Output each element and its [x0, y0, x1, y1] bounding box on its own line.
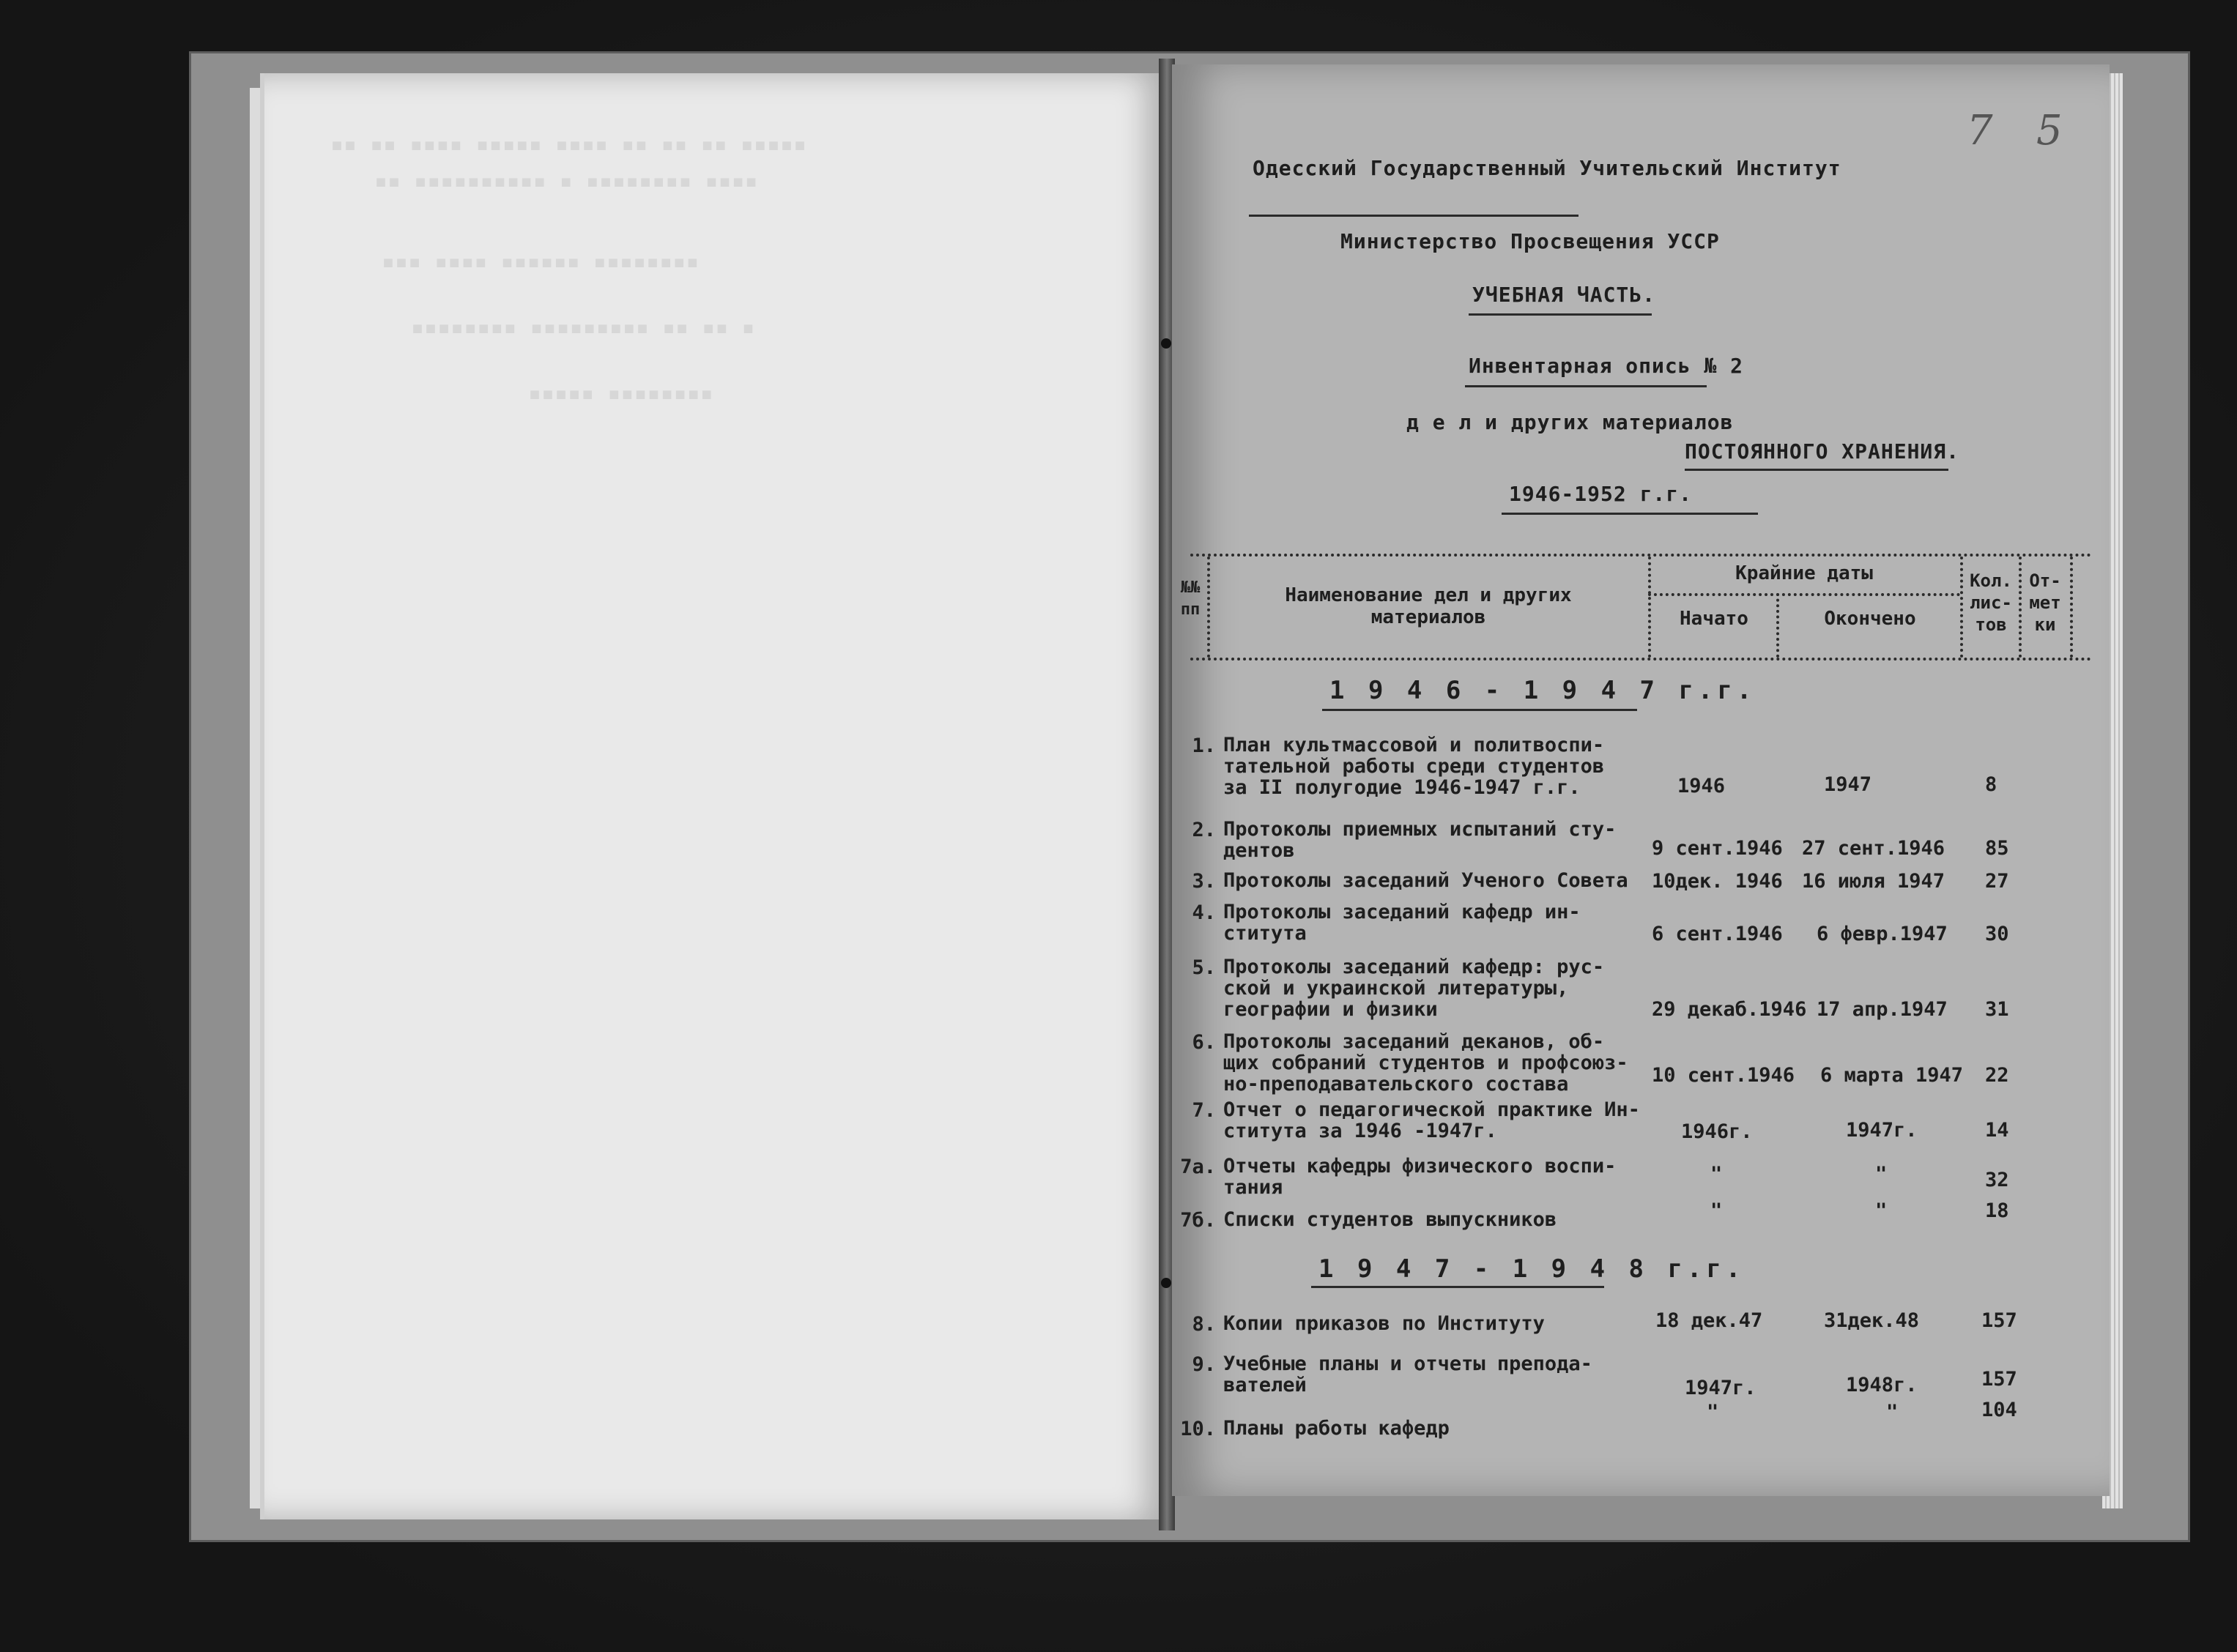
- bleed-through-text: ▪▪▪▪ ▪▪▪▪▪▪▪▪ ▪ ▪▪▪▪▪▪▪▪▪▪ ▪▪: [374, 168, 758, 194]
- row-sheets: 157: [1981, 1309, 2017, 1332]
- row-title: Учебные планы и отчеты препода- вателей: [1223, 1353, 1592, 1396]
- department-title: УЧЕБНАЯ ЧАСТЬ.: [1472, 283, 1656, 307]
- table-header-bottom: [1190, 658, 2091, 661]
- row-sheets: 22: [1985, 1064, 2009, 1087]
- row-sheets: 27: [1985, 870, 2009, 893]
- row-number: 7а.: [1180, 1156, 1216, 1178]
- row-number: 4.: [1192, 901, 1216, 924]
- row-number: 8.: [1192, 1313, 1216, 1336]
- header-name: Наименование дел и других материалов: [1285, 584, 1572, 628]
- row-start: ": [1707, 1401, 1719, 1424]
- left-page-edge: [250, 88, 260, 1508]
- bleed-through-text: ▪▪▪▪▪ ▪▪ ▪▪ ▪▪ ▪▪▪▪ ▪▪▪▪▪ ▪▪▪▪ ▪▪ ▪▪: [330, 132, 807, 157]
- header-notes: От- мет ки: [2029, 570, 2061, 635]
- row-sheets: 31: [1985, 998, 2009, 1021]
- inventory-title: Инвентарная опись № 2: [1469, 354, 1744, 378]
- row-start: ": [1710, 1199, 1723, 1222]
- row-end: 27 сент.1946: [1802, 837, 1945, 860]
- row-number: 10.: [1180, 1418, 1216, 1440]
- section-underline: [1311, 1286, 1604, 1288]
- title-underline: [1249, 215, 1578, 217]
- left-page-blank: [260, 73, 1169, 1519]
- row-title: План культмассовой и политвоспи- тательной работы среди студентов за II полугодие 1946-1947 г.г.: [1223, 734, 1605, 799]
- bleed-through-text: ▪▪▪▪▪▪▪▪ ▪▪▪▪▪: [528, 381, 713, 406]
- row-number: 2.: [1192, 819, 1216, 841]
- row-start: 10 сент.1946: [1652, 1064, 1795, 1087]
- dates-divider: [1648, 593, 1960, 596]
- row-end: 1947г.: [1846, 1119, 1918, 1142]
- row-title: Копии приказов по Институту: [1223, 1312, 1545, 1335]
- row-sheets: 32: [1985, 1169, 2009, 1191]
- row-end: ": [1875, 1199, 1888, 1222]
- row-sheets: 18: [1985, 1199, 2009, 1222]
- folio-number: 5: [2036, 107, 2063, 155]
- row-end: 6 февр.1947: [1817, 923, 1948, 945]
- row-sheets: 8: [1985, 773, 1997, 796]
- row-number: 1.: [1192, 734, 1216, 757]
- storage-type: ПОСТОЯННОГО ХРАНЕНИЯ.: [1685, 439, 1960, 464]
- header-sheets: Кол. лис- тов: [1970, 570, 2012, 635]
- section-heading: 1 9 4 7 - 1 9 4 8 г.г.: [1318, 1254, 1746, 1284]
- header-end: Окончено: [1824, 608, 1916, 630]
- row-start: 1946г.: [1681, 1120, 1753, 1143]
- row-title: Отчет о педагогической практике Ин- ститута за 1946 -1947г.: [1223, 1098, 1640, 1142]
- institute-title: Одесский Государственный Учительский Институт: [1253, 156, 1841, 180]
- row-title: Протоколы заседаний Ученого Совета: [1223, 869, 1628, 892]
- row-number: 5.: [1192, 956, 1216, 979]
- row-start: 18 дек.47: [1655, 1309, 1763, 1332]
- department-underline: [1469, 313, 1652, 316]
- inventory-underline: [1465, 385, 1707, 387]
- row-end: 1948г.: [1846, 1374, 1918, 1396]
- storage-underline: [1685, 469, 1948, 471]
- row-sheets: 104: [1981, 1399, 2017, 1421]
- row-number: 3.: [1192, 870, 1216, 893]
- inventory-page: [1172, 64, 2110, 1496]
- row-start: 1946: [1677, 775, 1726, 797]
- row-sheets: 157: [1981, 1368, 2017, 1391]
- row-title: Списки студентов выпускников: [1223, 1208, 1557, 1231]
- binding-hole: [1161, 338, 1171, 349]
- bleed-through-text: ▪▪▪▪▪▪▪▪ ▪▪▪▪▪▪ ▪▪▪▪ ▪▪▪: [382, 249, 700, 275]
- row-title: Планы работы кафедр: [1223, 1417, 1450, 1440]
- row-end: ": [1886, 1401, 1899, 1424]
- row-end: ": [1875, 1163, 1888, 1186]
- folio-number: 7: [1967, 107, 1993, 155]
- row-number: 7б.: [1180, 1209, 1216, 1232]
- row-title: Протоколы заседаний кафедр: рус- ской и украинской литературы, географии и физики: [1223, 956, 1605, 1021]
- row-start: 1947г.: [1685, 1377, 1756, 1399]
- row-start: 29 декаб.1946: [1652, 998, 1807, 1021]
- row-title: Отчеты кафедры физического воспи- тания: [1223, 1155, 1617, 1199]
- subject-line: д е л и других материалов: [1406, 410, 1734, 434]
- table-top-border: [1190, 554, 2091, 557]
- header-number: №№ пп: [1180, 578, 1201, 619]
- row-sheets: 85: [1985, 837, 2009, 860]
- row-start: 9 сент.1946: [1652, 837, 1783, 860]
- header-start: Начато: [1680, 608, 1748, 630]
- row-sheets: 30: [1985, 923, 2009, 945]
- row-number: 9.: [1192, 1353, 1216, 1376]
- ministry-title: Министерство Просвещения УССР: [1340, 229, 1720, 253]
- row-sheets: 14: [1985, 1119, 2009, 1142]
- row-number: 6.: [1192, 1031, 1216, 1054]
- period-underline: [1502, 513, 1758, 515]
- col-rule: [1776, 593, 1779, 658]
- binding-hole: [1161, 1278, 1171, 1288]
- col-rule: [2070, 557, 2073, 658]
- row-end: 16 июля 1947: [1802, 870, 1945, 893]
- row-title: Протоколы приемных испытаний сту- дентов: [1223, 818, 1617, 862]
- row-number: 7.: [1192, 1099, 1216, 1122]
- bleed-through-text: ▪ ▪▪ ▪▪ ▪▪▪▪▪▪▪▪▪ ▪▪▪▪▪▪▪▪: [411, 315, 755, 341]
- row-end: 6 марта 1947: [1820, 1064, 1964, 1087]
- row-start: 10дек. 1946: [1652, 870, 1783, 893]
- section-heading: 1 9 4 6 - 1 9 4 7 г.г.: [1329, 676, 1756, 705]
- row-start: 6 сент.1946: [1652, 923, 1783, 945]
- row-end: 17 апр.1947: [1817, 998, 1948, 1021]
- row-title: Протоколы заседаний кафедр ин- ститута: [1223, 901, 1581, 945]
- header-dates: Крайние даты: [1735, 562, 1873, 584]
- section-underline: [1322, 709, 1637, 711]
- row-end: 31дек.48: [1824, 1309, 1920, 1332]
- row-title: Протоколы заседаний деканов, об- щих собраний студентов и профсоюз- но-преподавательского состава: [1223, 1030, 1628, 1095]
- period-title: 1946-1952 г.г.: [1509, 482, 1693, 506]
- row-end: 1947: [1824, 773, 1872, 796]
- row-start: ": [1710, 1163, 1723, 1186]
